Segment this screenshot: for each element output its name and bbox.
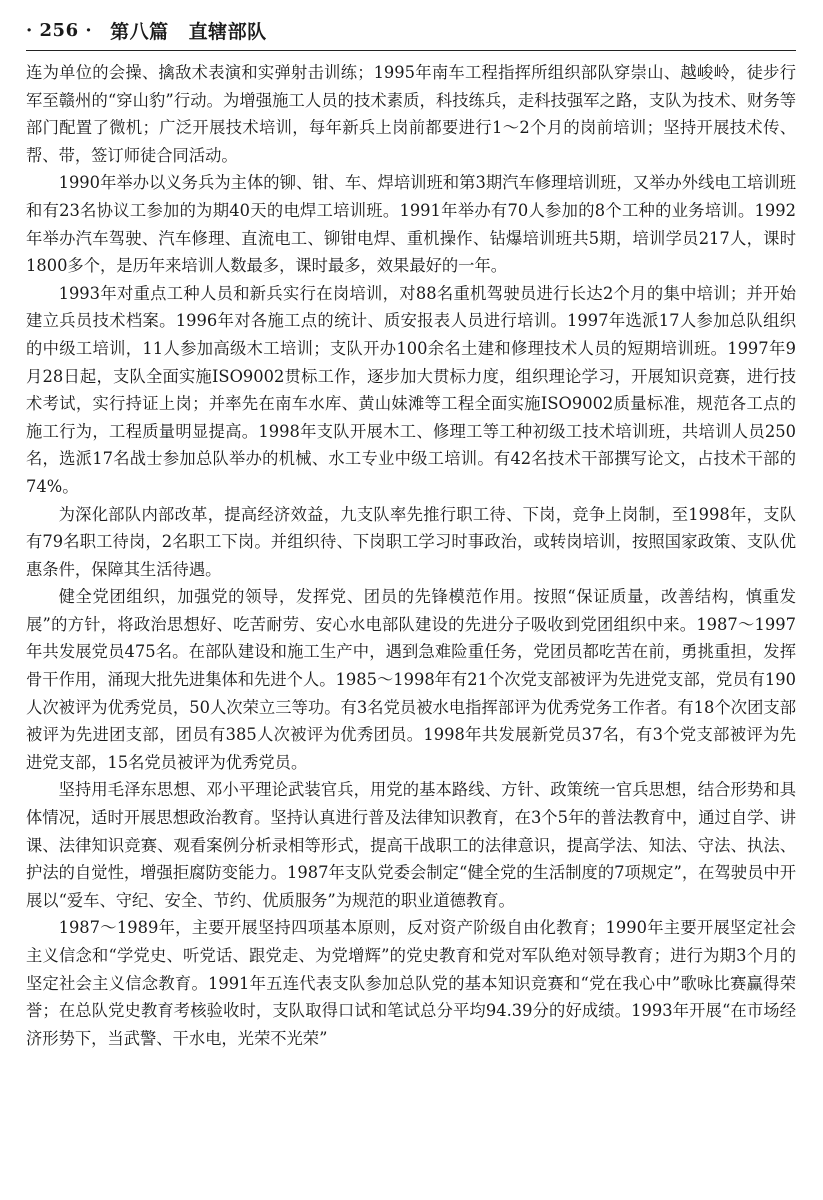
paragraph-4: 为深化部队内部改革，提高经济效益，九支队率先推行职工待、下岗，竞争上岗制，至1998年，支队有79名职工待岗，2名职工下岗。并组织待、下岗职工学习时事政治，或转岗培训，按照国家政策、支队优惠条件，保障其生活待遇。 xyxy=(26,504,796,579)
paragraph-7: 1987～1989年，主要开展坚持四项基本原则，反对资产阶级自由化教育；1990年主要开展坚定社会主义信念和“学党史、听党话、跟党走、为党增辉”的党史教育和党对军队绝对领导教育；进行为期3个月的坚定社会主义信念教育。1991年五连代表支队参加总队党的基本知识竞赛和“党在我心中”歌咏比赛赢得荣誉；在总队党史教育考核验收时，支队取得口试和笔试总分平均94.39分的好成绩。1993年开展“在市场经济形势下，当武警、干水电，光荣不光荣” xyxy=(26,918,796,1048)
paragraph-2: 1990年举办以义务兵为主体的铆、钳、车、焊培训班和第3期汽车修理培训班，又举办外线电工培训班和有23名协议工参加的为期40天的电焊工培训班。1991年举办有70人参加的8个工种的业务培训。1992年举办汽车驾驶、汽车修理、直流电工、铆钳电焊、重机操作、钻爆培训班共5期，培训学员217人，课时1800多个，是历年来培训人数最多，课时最多，效果最好的一年。 xyxy=(26,173,796,276)
paragraph-1: 连为单位的会操、擒敌术表演和实弹射击训练；1995年南车工程指挥所组织部队穿崇山、越峻岭，徒步行军至赣州的“穿山豹”行动。为增强施工人员的技术素质，科技练兵，走科技强军之路，支队为技术、财务等部门配置了微机；广泛开展技术培训，每年新兵上岗前都要进行1～2个月的岗前培训；坚持开展技术传、帮、带，签订师徒合同活动。 xyxy=(26,63,796,165)
paragraph-5: 健全党团组织，加强党的领导，发挥党、团员的先锋模范作用。按照“保证质量，改善结构，慎重发展”的方针，将政治思想好、吃苦耐劳、安心水电部队建设的先进分子吸收到党团组织中来。1987～1997年共发展党员475名。在部队建设和施工生产中，遇到急难险重任务，党团员都吃苦在前，勇挑重担，发挥骨干作用，涌现大批先进集体和先进个人。1985～1998年有21个次党支部被评为先进党支部，党员有190人次被评为优秀党员，50人次荣立三等功。有3名党员被水电指挥部评为优秀党务工作者。有18个次团支部被评为先进团支部，团员有385人次被评为优秀团员。1998年共发展新党员37名，有3个党支部被评为先进党支部，15名党员被评为优秀党员。 xyxy=(26,587,796,772)
body-text xyxy=(26,59,796,1052)
page-number: · 256 · xyxy=(26,19,93,41)
running-header xyxy=(26,10,796,51)
section-title: 直辖部队 xyxy=(188,20,267,43)
part-label: 第八篇 xyxy=(110,20,169,43)
document-page xyxy=(26,10,796,1052)
paragraph-3: 1993年对重点工种人员和新兵实行在岗培训，对88名重机驾驶员进行长达2个月的集中培训；并开始建立兵员技术档案。1996年对各施工点的统计、质安报表人员进行培训。1997年选派17人参加总队组织的中级工培训，11人参加高级木工培训；支队开办100余名土建和修理技术人员的短期培训班。1997年9月28日起，支队全面实施ISO9002贯标工作，逐步加大贯标力度，组织理论学习，开展知识竞赛，进行技术考试，实行持证上岗；并率先在南车水库、黄山妹滩等工程全面实施ISO9002质量标准，规范各工点的施工行为，工程质量明显提高。1998年支队开展木工、修理工等工种初级工技术培训班，共培训人员250名，选派17名战士参加总队举办的机械、水工专业中级工培训。有42名技术干部撰写论文，占技术干部的74%。 xyxy=(26,283,796,496)
paragraph-6: 坚持用毛泽东思想、邓小平理论武装官兵，用党的基本路线、方针、政策统一官兵思想，结合形势和具体情况，适时开展思想政治教育。坚持认真进行普及法律知识教育，在3个5年的普法教育中，通过自学、讲课、法律知识竞赛、观看案例分析录相等形式，提高干战职工的法律意识，提高学法、知法、守法、执法、护法的自觉性，增强拒腐防变能力。1987年支队党委会制定“健全党的生活制度的7项规定”，在驾驶员中开展以“爱车、守纪、安全、节约、优质服务”为规范的职业道德教育。 xyxy=(26,780,796,910)
